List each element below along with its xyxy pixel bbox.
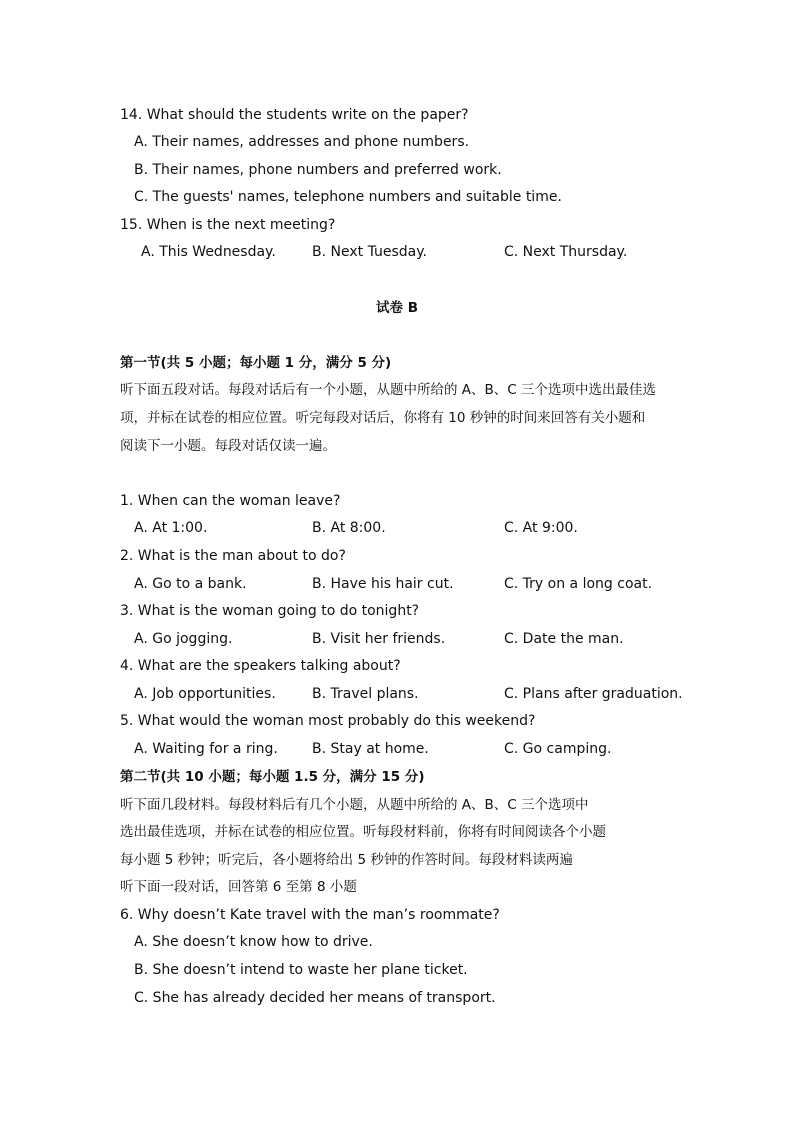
q6-option-b: B. She doesn’t intend to waste her plane ticket. <box>134 962 468 978</box>
q5-option-c: C. Go camping. <box>504 741 612 757</box>
q15-option-c: C. Next Thursday. <box>504 244 628 260</box>
q14-option-c: C. The guests' names, telephone numbers and suitable time. <box>134 189 562 205</box>
question-14: 14. What should the students write on the paper? <box>120 107 469 123</box>
q4-option-a: A. Job opportunities. <box>134 686 276 702</box>
section-1-heading: 第一节(共 5 小题；每小题 1 分，满分 5 分) <box>120 355 392 371</box>
section-2-heading: 第二节(共 10 小题；每小题 1.5 分，满分 15 分) <box>120 769 425 785</box>
section-2-instructions-line-1: 听下面几段材料。每段材料后有几个小题，从题中所给的 A、B、C 三个选项中 <box>120 797 589 813</box>
section-2-instructions-line-3: 每小题 5 秒钟；听完后，各小题将给出 5 秒钟的作答时间。每段材料读两遍 <box>120 852 573 868</box>
q14-option-a: A. Their names, addresses and phone numbers. <box>134 134 470 150</box>
q2-option-c: C. Try on a long coat. <box>504 576 653 592</box>
q2-option-b: B. Have his hair cut. <box>312 576 454 592</box>
q5-option-b: B. Stay at home. <box>312 741 429 757</box>
section-1-instructions-line-3: 阅读下一小题。每段对话仅读一遍。 <box>120 438 336 454</box>
q6-option-c: C. She has already decided her means of transport. <box>134 990 496 1006</box>
question-1: 1. When can the woman leave? <box>120 493 341 509</box>
q2-option-a: A. Go to a bank. <box>134 576 247 592</box>
section-2-instructions-line-2: 选出最佳选项，并标在试卷的相应位置。听每段材料前，你将有时间阅读各个小题 <box>120 824 606 840</box>
q5-option-a: A. Waiting for a ring. <box>134 741 278 757</box>
q15-option-b: B. Next Tuesday. <box>312 244 427 260</box>
q15-option-a: A. This Wednesday. <box>141 244 276 260</box>
q6-option-a: A. She doesn’t know how to drive. <box>134 934 373 950</box>
section-1-instructions-line-2: 项，并标在试卷的相应位置。听完每段对话后，你将有 10 秒钟的时间来回答有关小题和 <box>120 410 646 426</box>
q1-option-c: C. At 9:00. <box>504 520 578 536</box>
q1-option-a: A. At 1:00. <box>134 520 208 536</box>
question-2: 2. What is the man about to do? <box>120 548 346 564</box>
question-5: 5. What would the woman most probably do this weekend? <box>120 713 536 729</box>
paper-b-title: 试卷 B <box>376 300 418 316</box>
q14-option-b: B. Their names, phone numbers and preferred work. <box>134 162 502 178</box>
q4-option-c: C. Plans after graduation. <box>504 686 683 702</box>
question-15: 15. When is the next meeting? <box>120 217 336 233</box>
question-6: 6. Why doesn’t Kate travel with the man’s roommate? <box>120 907 500 923</box>
question-4: 4. What are the speakers talking about? <box>120 658 401 674</box>
q4-option-b: B. Travel plans. <box>312 686 419 702</box>
question-3: 3. What is the woman going to do tonight? <box>120 603 420 619</box>
section-2-instructions-line-4: 听下面一段对话，回答第 6 至第 8 小题 <box>120 879 357 895</box>
section-1-instructions-line-1: 听下面五段对话。每段对话后有一个小题，从题中所给的 A、B、C 三个选项中选出最佳选 <box>120 382 657 398</box>
q3-option-b: B. Visit her friends. <box>312 631 446 647</box>
q1-option-b: B. At 8:00. <box>312 520 386 536</box>
q3-option-a: A. Go jogging. <box>134 631 233 647</box>
q3-option-c: C. Date the man. <box>504 631 624 647</box>
